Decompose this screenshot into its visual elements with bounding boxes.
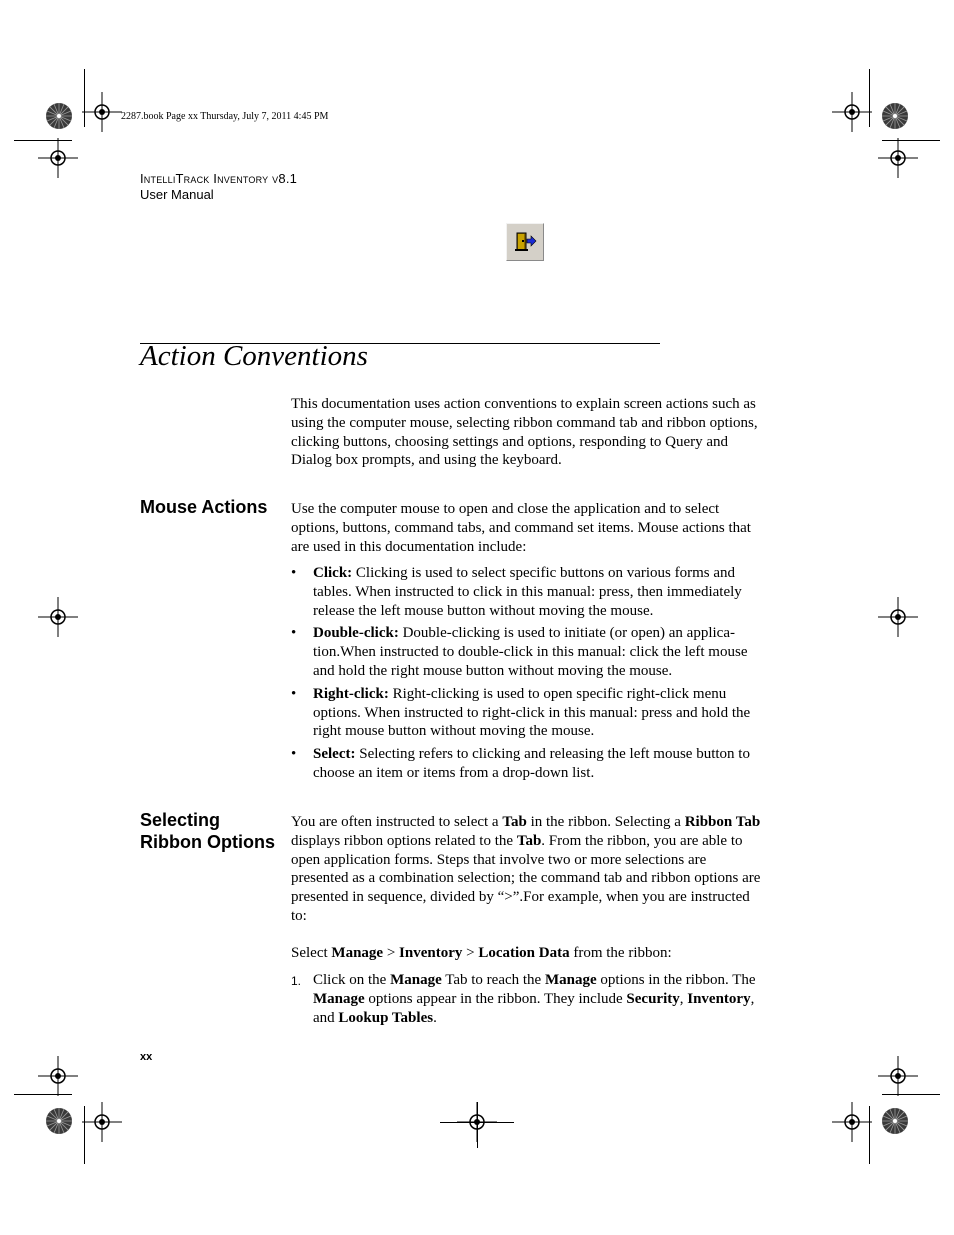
description: Selecting refers to clicking and releasing the left mouse button to choose an item or items from a drop-down list. (313, 746, 750, 781)
crop-mark (477, 1102, 478, 1148)
starburst-target-icon (45, 1107, 73, 1135)
term-inventory: Inventory (687, 990, 751, 1007)
list-item (291, 685, 761, 741)
term-inventory: Inventory (399, 945, 463, 961)
description: Clicking is used to select specific buttons on various forms and tables. When instructed to click in this manual: press, then immediately release the left mouse button without moving the mouse. (313, 565, 742, 619)
section-title: Action Conventions (140, 340, 368, 372)
registration-mark-icon (878, 138, 918, 178)
selection-example (291, 944, 761, 963)
text-run: Select (291, 945, 332, 961)
ribbon-paragraph (291, 813, 761, 926)
text-run: . From the ribbon, you are able to open application forms. Steps that involve two or more selections are presented as a combination selection; the command tab and ribbon options are presented in sequence, divided by “>”.For example, when you are instructed to: (291, 832, 761, 924)
registration-mark-icon (82, 92, 122, 132)
list-item (291, 745, 761, 783)
intro-paragraph: This documentation uses action conventions to explain screen actions such as using the computer mouse, selecting ribbon command tab and ribbon options, clicking buttons, choosing settings and options, responding to Query and Dialog box prompts, and using the keyboard. (291, 396, 758, 469)
registration-mark-icon (832, 1102, 872, 1142)
starburst-target-icon (45, 102, 73, 130)
text-run: Click on the (313, 972, 391, 988)
list-item (291, 624, 761, 680)
term-manage: Manage (313, 990, 365, 1007)
term-location-data: Location Data (478, 945, 570, 961)
registration-mark-icon (878, 597, 918, 637)
starburst-target-icon (881, 1107, 909, 1135)
exit-button[interactable] (506, 223, 544, 261)
product-line: IntelliTrack Inventory v8.1 (140, 171, 298, 186)
term-double-click: Double-click: (313, 625, 399, 642)
mouse-actions-heading: Mouse Actions (140, 497, 268, 517)
page-number: xx (140, 1051, 153, 1063)
registration-mark-icon (38, 1056, 78, 1096)
bullet-glyph: • (291, 565, 297, 581)
term-right-click: Right-click: (313, 685, 389, 702)
bullet-glyph: • (291, 685, 297, 702)
text-run: displays ribbon options related to the (291, 832, 517, 849)
registration-mark-icon (38, 138, 78, 178)
text-run: > (383, 945, 400, 961)
term-tab: Tab (502, 814, 527, 830)
text-run: options appear in the ribbon. They include (364, 990, 627, 1007)
starburst-target-icon (881, 102, 909, 130)
description: Double-clicking is used to initiate (or open) an applica-tion.When instructed to double-click in this manual: click the left mouse and hold the right mouse button without moving the mouse. (313, 625, 748, 679)
registration-mark-icon (832, 92, 872, 132)
bullet-glyph: • (291, 746, 297, 763)
running-head (140, 171, 297, 203)
bullet-glyph: • (291, 625, 297, 642)
term-manage: Manage (331, 945, 384, 961)
mouse-actions-list (291, 564, 761, 787)
print-slug: 2287.book Page xx Thursday, July 7, 2011 4:45 PM (121, 111, 329, 122)
text-run: Tab to reach the (441, 972, 545, 988)
manual-label: User Manual (140, 187, 214, 202)
term-manage: Manage (390, 972, 442, 988)
step-1 (291, 971, 761, 1027)
text-run: . (433, 1009, 437, 1026)
term-manage: Manage (544, 972, 597, 988)
exit-door-icon (507, 224, 543, 260)
text-run: options in the ribbon. The (596, 972, 756, 988)
registration-mark-icon (82, 1102, 122, 1142)
text-run: , and (313, 990, 755, 1026)
step-number: 1. (291, 974, 302, 988)
term-ribbon-tab: Ribbon Tab (684, 814, 761, 830)
term-tab: Tab (516, 832, 542, 849)
text-run: You are often instructed to select a (291, 814, 503, 830)
registration-mark-icon (38, 597, 78, 637)
term-lookup-tables: Lookup Tables (338, 1009, 434, 1026)
text-run: in the ribbon. Selecting a (526, 814, 685, 830)
mouse-intro-paragraph: Use the computer mouse to open and close the application and to select options, buttons, command tabs, and command set items. Mouse actions that are used in this documentation include: (291, 501, 751, 555)
description: Right-clicking is used to open specific right-click menu options. When instructed to right-click in this manual: press and hold the right mouse button without moving the mouse. (313, 685, 751, 740)
term-security: Security (626, 990, 680, 1007)
list-item (291, 564, 761, 620)
registration-mark-icon (878, 1056, 918, 1096)
term-click: Click: (313, 565, 353, 581)
ribbon-options-heading: Selecting Ribbon Options (140, 810, 275, 852)
text-run: from the ribbon: (569, 945, 672, 961)
text-run: , (679, 990, 688, 1007)
text-run: > (462, 945, 479, 961)
term-select: Select: (313, 746, 356, 763)
